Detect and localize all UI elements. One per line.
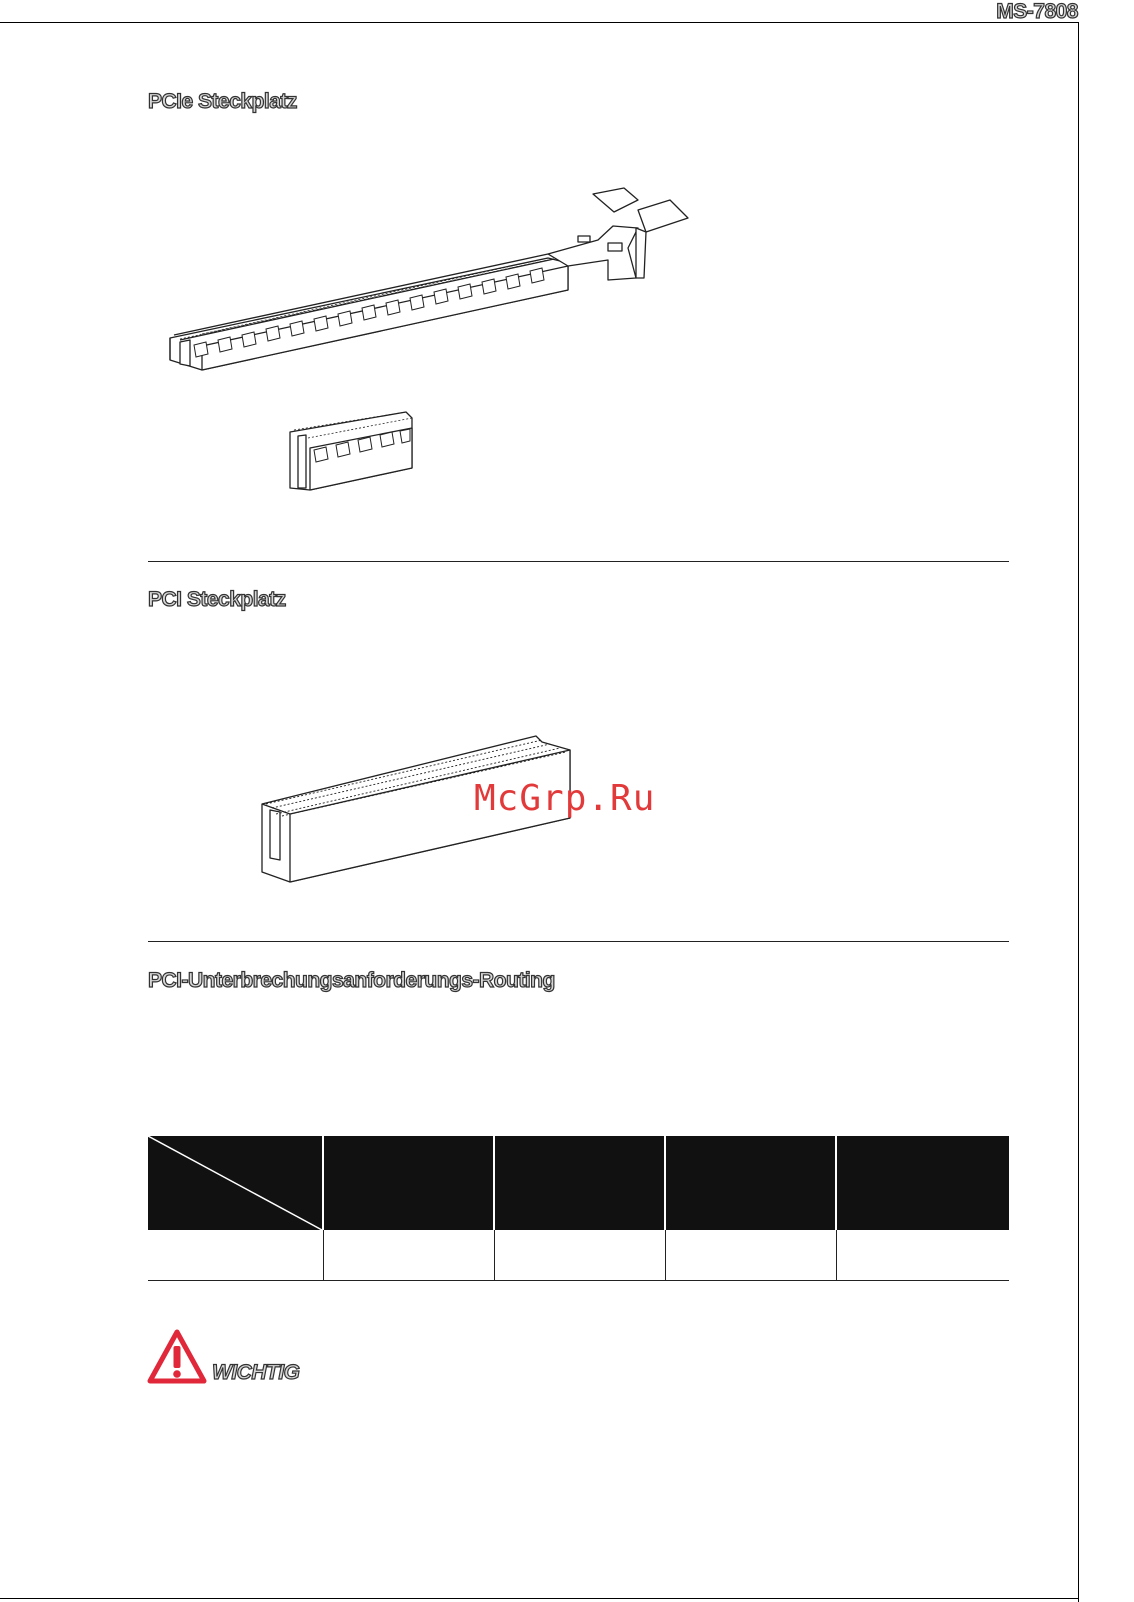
pcie-x1-slot-illustration xyxy=(288,410,428,500)
table-cell xyxy=(494,1230,665,1281)
section-divider xyxy=(148,941,1009,942)
table-header-cell xyxy=(665,1136,836,1230)
table-cell xyxy=(148,1230,323,1281)
warning-triangle-icon xyxy=(146,1328,208,1386)
irq-routing-heading: PCI-Unterbrechungsanforderungs-Routing xyxy=(148,969,555,992)
model-number: MS-7808 xyxy=(996,0,1078,23)
pcie-slot-heading: PCIe Steckplatz xyxy=(148,90,297,113)
table-corner-cell xyxy=(148,1136,323,1230)
bottom-frame-line xyxy=(0,1598,1079,1599)
section-divider xyxy=(148,561,1009,562)
table-row xyxy=(148,1230,1009,1281)
right-frame-line xyxy=(1078,22,1079,1602)
table-header-row xyxy=(148,1136,1009,1230)
table-cell xyxy=(323,1230,494,1281)
table-header-cell xyxy=(836,1136,1009,1230)
table-cell xyxy=(836,1230,1009,1281)
pci-slot-heading: PCI Steckplatz xyxy=(148,588,286,611)
table-cell xyxy=(665,1230,836,1281)
irq-routing-table xyxy=(148,1136,1009,1281)
important-label: WICHTIG xyxy=(212,1361,300,1384)
table-header-cell xyxy=(323,1136,494,1230)
table-header-cell xyxy=(494,1136,665,1230)
top-frame-line xyxy=(0,22,1079,23)
pcie-x16-slot-illustration xyxy=(168,188,728,428)
watermark: McGrp.Ru xyxy=(474,778,656,819)
diagonal-divider xyxy=(148,1136,322,1230)
